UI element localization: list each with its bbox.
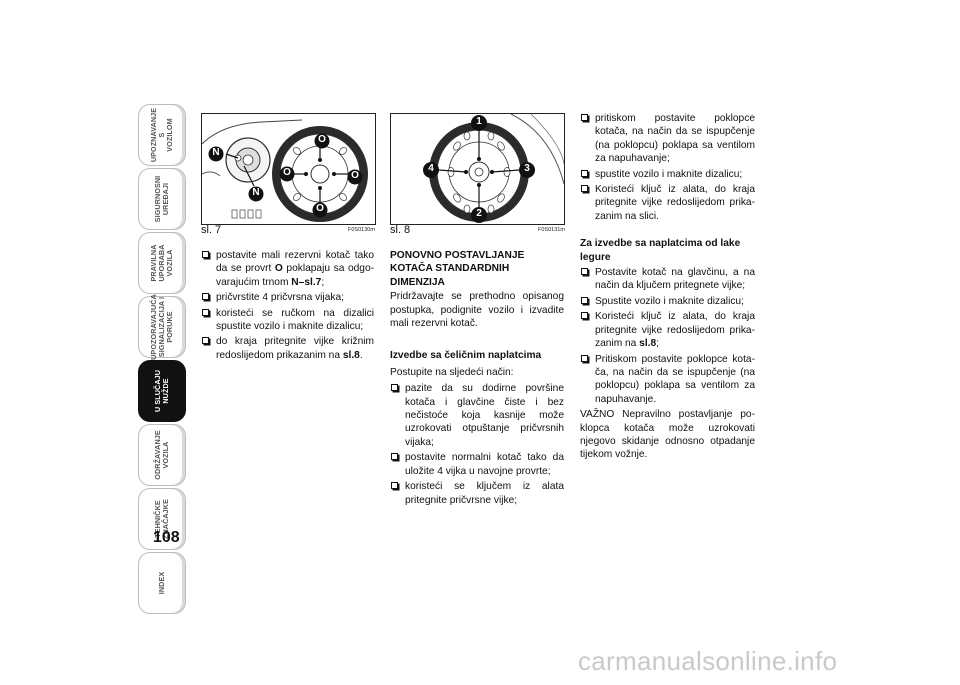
checkbox-bullet-icon [202,251,209,258]
figure-7-caption: sl. 7 [201,224,222,236]
tab-label: SIGURNOSNI UREĐAJI [153,175,170,223]
item-text: poklapaju sa odgo-varajućim trnom [216,263,375,288]
subheading-alloy-rims: Za izvedbe sa naplatcima od lake legure [580,238,741,263]
list-item [580,112,755,166]
item-bold: O [274,263,283,275]
item-text: koristeći se ručkom na dizalici spustite vozilo i maknite dizalicu; [216,307,374,333]
tab-label: TEHNIČKE ZNAČAJKE [153,499,170,539]
list-item [580,353,755,407]
item-text: ; [656,338,660,350]
callout-n-left: N [212,147,220,158]
figure-8-caption: sl. 8 [390,224,411,236]
figure-7-code: F0S0130m [348,227,375,233]
tab-label: UPOZNAVANJE S VOZILOM [149,107,174,163]
list-item [580,266,755,293]
figure-8-code: F0S0131m [538,227,565,233]
checkbox-bullet-icon [581,114,588,121]
item-text: pazite da su dodirne površine kotača i glavčine čiste i bez nečistoće koja kasnije može uzrokovati otpuštanje pričvrsnih vijaka; [405,383,564,448]
item-text: Koristeći ključ iz alata, do kraja pritegnite vijke redoslijedom prika-zanim na [595,311,755,350]
figure-8 [390,113,565,225]
tab-label: U SLUČAJU NUŽDE [153,369,170,413]
list-item [580,310,755,350]
list-item [390,382,564,449]
list-item [580,168,755,181]
checkbox-bullet-icon [581,268,588,275]
tab-u-slucaju-nuzde[interactable] [138,360,186,422]
tab-label: PRAVILNA UPORABA VOZILA [149,244,174,282]
checkbox-bullet-icon [202,293,209,300]
list-item [201,291,374,304]
list-item [201,307,374,334]
item-text: postavite mali rezervni kotač tako da se provrt [216,250,374,275]
column-3 [580,112,755,462]
figure-reference: sl.8 [639,338,657,350]
item-text: . [359,349,363,361]
tab-label: INDEX [157,571,166,595]
item-text: do kraja pritegnite vijke križnim redoslijedom prikazanim na [216,336,374,361]
item-text: postavite normalni kotač tako da uložite 4 vijka u navojne provrte; [405,452,564,477]
column-1 [201,249,374,364]
callout-o-right: O [351,170,359,181]
item-text: spustite vozilo i maknite dizalicu; [595,168,743,180]
checkbox-bullet-icon [391,453,398,460]
list-item [201,249,374,289]
checkbox-bullet-icon [581,355,588,362]
list-item [580,183,755,223]
checkbox-bullet-icon [581,185,588,192]
subheading-steel-rims: Izvedbe sa čeličnim naplatcima [390,350,542,362]
item-text: ; [321,276,325,288]
callout-1: 1 [476,116,482,127]
checkbox-bullet-icon [581,297,588,304]
callout-o-bottom: O [316,203,324,214]
tab-pravilna-uporaba-vozila[interactable] [138,232,186,294]
list-item [390,451,564,478]
callout-o-left: O [283,167,291,178]
tab-upoznavanje-s-vozilom[interactable] [138,104,186,166]
figure-7 [201,113,376,225]
checkbox-bullet-icon [391,384,398,391]
checkbox-bullet-icon [581,312,588,319]
tab-index[interactable] [138,552,186,614]
callout-n-bottom: N [252,187,260,198]
checkbox-bullet-icon [391,482,398,489]
tab-sigurnosni-uredaji[interactable] [138,168,186,230]
column-2 [390,249,564,509]
checkbox-bullet-icon [202,337,209,344]
item-text: Spustite vozilo i maknite dizalicu; [595,295,744,307]
callout-o-top: O [318,134,326,145]
callout-3: 3 [524,163,530,174]
checkbox-bullet-icon [581,170,588,177]
figure-reference: N–sl.7 [291,276,322,288]
item-text: pritiskom postavite poklopce kotača, na način da se ispupčenje (na poklopcu) poklapa sa ventilom za napuhavanje; [595,113,755,165]
item-text: pričvrstite 4 pričvrsna vijaka; [216,292,344,304]
item-text: koristeći se ključem iz alata pritegnite pričvrsne vijke; [405,481,564,506]
figure-reference: sl.8 [342,349,360,361]
item-text: Koristeći ključ iz alata, do kraja pritegnite vijke redoslijedom prika-zanim na slici. [595,184,755,222]
intro-paragraph: Pridržavajte se prethodno opisanog postupka, podignite vozilo i izvadite mali rezervni kotač. [390,291,564,330]
item-text: Postavite kotač na glavčinu, a na način da ključem pritegnete vijke; [595,267,755,292]
warning-paragraph: VAŽNO Nepravilno postavljanje po-klopca kotača može uzrokovati njegovo skidanje odnosno otpadanje tijekom vožnje. [580,409,755,461]
tab-odrzavanje-vozila[interactable] [138,424,186,486]
callout-2: 2 [476,208,482,219]
lead-paragraph: Postupite na sljedeći način: [390,366,514,378]
watermark: carmanualsonline.info [578,646,838,676]
tab-upozoravajuca-signalizacija[interactable] [138,296,186,358]
section-heading: PONOVNO POSTAVLJANJE KOTAČA STANDARDNIH DIMENZIJA [390,250,525,288]
tab-label: UPOZORAVAJUĆA SIGNALIZACIJA I PORUKE [149,294,174,360]
list-item [580,295,755,308]
list-item [390,480,564,507]
callout-4: 4 [428,163,434,174]
checkbox-bullet-icon [202,309,209,316]
list-item [201,335,374,362]
tab-label: ODRŽAVANJE VOZILA [153,430,170,480]
page-number: 108 [153,529,180,546]
item-text: Pritiskom postavite poklopce kota-ča, na način da se ispupčenje (na poklopcu) poklapa sa ventilom za napuhavanje. [595,353,755,405]
